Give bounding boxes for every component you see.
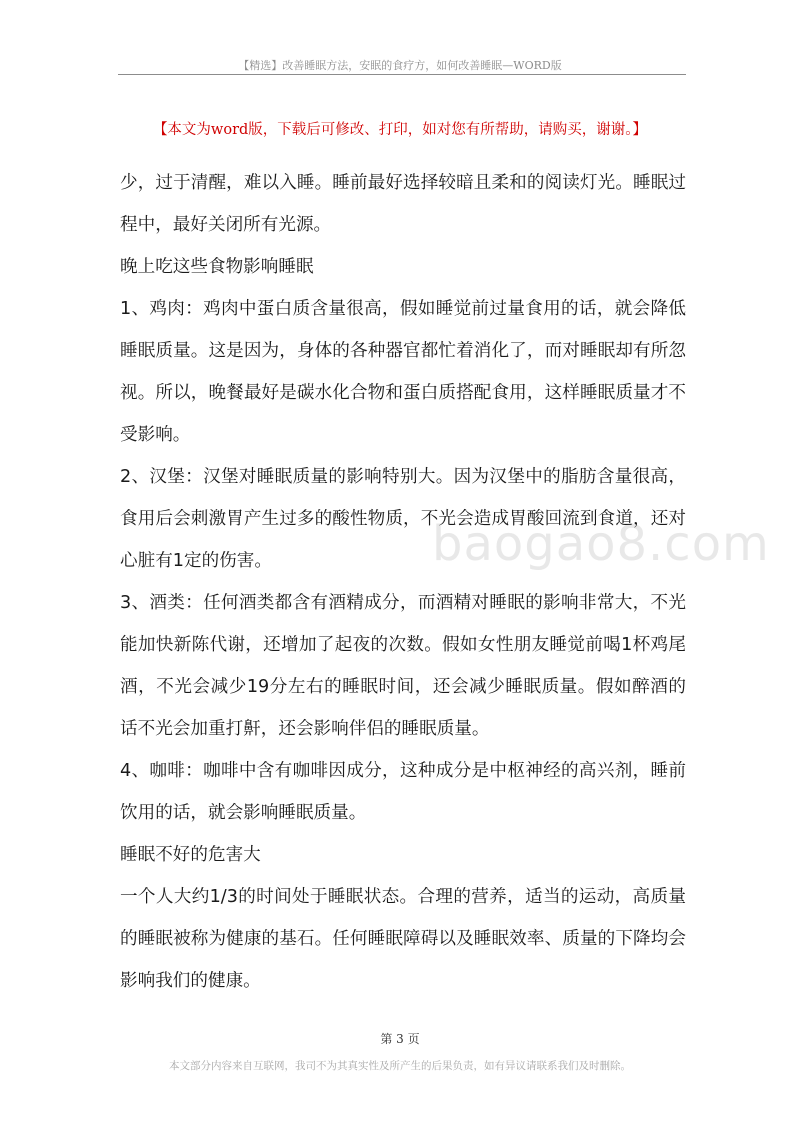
section-heading: 睡眠不好的危害大 [120,845,261,865]
page-number: 第 3 页 [380,1032,420,1046]
body-paragraph: 少，过于清醒，难以入睡。睡前最好选择较暗且柔和的阅读灯光。睡眠过程中，最好关闭所有光源。 [120,173,686,235]
body-paragraph: 3、酒类：任何酒类都含有酒精成分，而酒精对睡眠的影响非常大，不光能加快新陈代谢，还增加了起夜的次数。假如女性朋友睡觉前喝1杯鸡尾酒，不光会减少19分左右的睡眠时间，还会减少睡眠质量。假如醉酒的话不光会加重打鼾，还会影响伴侣的睡眠质量。 [120,593,686,739]
section-heading: 晚上吃这些食物影响睡眠 [120,257,314,277]
header-title: 【精选】改善睡眠方法，安眠的食疗方，如何改善睡眠—WORD版 [238,59,562,72]
document-body [120,162,686,1002]
header-divider [118,74,686,75]
body-paragraph: 一个人大约1/3的时间处于睡眠状态。合理的营养，适当的运动，高质量的睡眠被称为健康的基石。任何睡眠障碍以及睡眠效率、质量的下降均会影响我们的健康。 [120,887,686,991]
body-paragraph: 4、咖啡：咖啡中含有咖啡因成分，这种成分是中枢神经的高兴剂，睡前饮用的话，就会影响睡眠质量。 [120,761,686,823]
body-paragraph: 2、汉堡：汉堡对睡眠质量的影响特别大。因为汉堡中的脂肪含量很高，食用后会刺激胃产生过多的酸性物质，不光会造成胃酸回流到食道，还对心脏有1定的伤害。 [120,467,686,571]
body-paragraph: 1、鸡肉：鸡肉中蛋白质含量很高，假如睡觉前过量食用的话，就会降低睡眠质量。这是因为，身体的各种器官都忙着消化了，而对睡眠却有所忽视。所以，晚餐最好是碳水化合物和蛋白质搭配食用，这样睡眠质量才不受影响。 [120,299,686,445]
download-notice: 【本文为word版，下载后可修改、打印，如对您有所帮助，请购买，谢谢。】 [152,122,648,138]
footer-disclaimer: 本文部分内容来自互联网，我司不为其真实性及所产生的后果负责，如有异议请联系我们及时删除。 [169,1060,631,1072]
watermark: baogao8.com [432,516,770,572]
